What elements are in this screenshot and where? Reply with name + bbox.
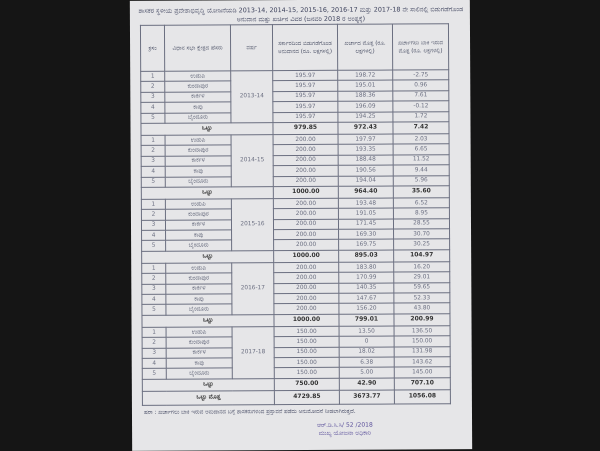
total-balance: 35.60 — [393, 186, 449, 198]
balance-amount: 52.33 — [394, 293, 450, 304]
released-amount: 200.00 — [273, 145, 338, 156]
total-balance: 104.97 — [394, 250, 450, 262]
constituency-name: ಕಾಪು — [165, 166, 231, 177]
balance-amount: 9.44 — [393, 165, 449, 176]
spent-amount: 193.35 — [338, 144, 393, 155]
constituency-name: ಕುಂದಾಪುರ — [165, 209, 231, 220]
balance-amount: -0.12 — [393, 101, 449, 112]
balance-amount: -2.75 — [393, 70, 449, 81]
serial-number: 2 — [142, 337, 166, 348]
year-cell: 2013-14 — [231, 71, 273, 123]
serial-number: 1 — [141, 199, 165, 210]
total-label: ಒಟ್ಟು — [141, 123, 273, 136]
serial-number: 3 — [142, 284, 166, 295]
constituency-name: ಕಾಪು — [165, 102, 231, 113]
balance-amount: 43.80 — [394, 303, 450, 314]
grand-total-balance: 1056.08 — [394, 389, 450, 403]
released-amount: 200.00 — [274, 304, 339, 315]
serial-number: 1 — [141, 135, 165, 146]
total-spent: 895.03 — [339, 250, 394, 262]
released-amount: 150.00 — [274, 368, 339, 379]
spent-amount: 198.72 — [338, 70, 393, 81]
balance-amount: 8.95 — [393, 208, 449, 219]
document-page — [130, 0, 472, 451]
released-amount: 200.00 — [273, 165, 338, 176]
year-cell: 2015-16 — [231, 199, 273, 251]
balance-amount: 150.00 — [394, 336, 450, 347]
spent-amount: 0 — [339, 336, 394, 347]
serial-number: 3 — [141, 92, 165, 103]
released-amount: 200.00 — [273, 176, 338, 187]
spent-amount: 191.05 — [338, 208, 393, 219]
serial-number: 5 — [142, 305, 166, 316]
spent-amount: 13.50 — [339, 326, 394, 337]
serial-number: 4 — [142, 294, 166, 305]
constituency-name: ಕಾರ್ಕಳ — [165, 220, 231, 231]
serial-number: 1 — [142, 327, 166, 338]
balance-amount: 6.52 — [393, 198, 449, 209]
constituency-name: ಉಡುಪಿ — [165, 199, 231, 210]
serial-number: 3 — [141, 220, 165, 231]
spent-amount: 18.02 — [339, 347, 394, 358]
header-serial: ಕ್ರಸಂ — [140, 25, 164, 71]
balance-amount: 6.65 — [393, 144, 449, 155]
constituency-name: ಕುಂದಾಪುರ — [165, 145, 231, 156]
balance-amount: 136.50 — [394, 326, 450, 337]
serial-number: 1 — [142, 263, 166, 274]
stamp-reference: ಆರ್.ಡಿ.ಸಿ.ಸಿ/ 52 /2018 — [317, 421, 373, 429]
spent-amount: 169.30 — [339, 229, 394, 240]
released-amount: 150.00 — [274, 347, 339, 358]
released-amount: 200.00 — [273, 209, 338, 220]
year-cell: 2014-15 — [231, 135, 273, 187]
released-amount: 200.00 — [274, 273, 339, 284]
released-amount: 200.00 — [274, 229, 339, 240]
balance-amount: 143.62 — [394, 357, 450, 368]
spent-amount: 5.00 — [339, 367, 394, 378]
released-amount: 200.00 — [274, 283, 339, 294]
stamp-designation: ಮುಖ್ಯ ಯೋಜನಾ ಅಧಿಕಾರಿ — [318, 429, 372, 437]
document-title: ಶಾಸಕರ ಸ್ಥಳೀಯ ಪ್ರದೇಶಾಭಿವೃದ್ಧಿ ಯೋಜನೆಯಡಿ 2013-14, 2014-15, 2015-16, 2016-17 ಮತ್ತು 2017-18 ನೇ ಸಾಲಿನಲ್ಲಿ ಬಿಡುಗಡೆಗೊಂಡ ಅನುದಾನ ಮತ್ತು ಖರ್ಚಿನ ವಿವರ (ಜನವರಿ 2018 ರ ಅಂತ್ಯಕ್ಕೆ) — [138, 5, 464, 24]
released-amount: 200.00 — [274, 240, 339, 251]
constituency-name: ಬೈಂದೂರು — [165, 176, 231, 187]
serial-number: 4 — [141, 102, 165, 113]
serial-number: 5 — [141, 113, 165, 124]
released-amount: 200.00 — [274, 262, 339, 273]
released-amount: 200.00 — [273, 219, 338, 230]
constituency-name: ಕಾಪು — [166, 358, 232, 369]
constituency-name: ಕುಂದಾಪುರ — [165, 81, 231, 92]
spent-amount: 140.35 — [339, 283, 394, 294]
released-amount: 195.97 — [273, 70, 338, 81]
year-cell: 2016-17 — [232, 263, 274, 315]
total-spent: 964.40 — [338, 186, 393, 198]
grant-expenditure-table — [140, 23, 451, 405]
balance-amount: 59.65 — [394, 282, 450, 293]
total-label: ಒಟ್ಟು — [142, 314, 274, 327]
table-header-row — [140, 24, 448, 72]
constituency-name: ಕುಂದಾಪುರ — [166, 273, 232, 284]
header-balance: ಖರ್ಚಾಗಲು ಬಾಕಿ ಇರುವ ಮೊತ್ತ (ರೂ. ಲಕ್ಷಗಳಲ್ಲಿ) — [392, 24, 448, 70]
header-released: ಸರ್ಕಾರದಿಂದ ಬಿಡುಗಡೆಗೊಂಡ ಅನುದಾನದ (ರೂ. ಲಕ್ಷಗಳಲ್ಲಿ) — [272, 24, 337, 70]
constituency-name: ಉಡುಪಿ — [166, 263, 232, 274]
grand-total-label: ಒಟ್ಟು ಮೊತ್ತ — [142, 390, 274, 405]
total-released: 979.85 — [273, 122, 338, 134]
constituency-name: ಉಡುಪಿ — [165, 135, 231, 146]
spent-amount: 147.67 — [339, 293, 394, 304]
total-spent: 42.90 — [339, 378, 394, 390]
total-label: ಒಟ್ಟು — [141, 187, 273, 200]
total-released: 1000.00 — [273, 186, 338, 198]
spent-amount: 194.25 — [338, 112, 393, 123]
released-amount: 195.97 — [273, 91, 338, 102]
serial-number: 5 — [142, 241, 166, 252]
spent-amount: 197.97 — [338, 134, 393, 145]
balance-amount: 145.00 — [394, 367, 450, 378]
spent-amount: 170.99 — [339, 272, 394, 283]
spent-amount: 195.01 — [338, 80, 393, 91]
spent-amount: 183.80 — [339, 262, 394, 273]
spent-amount: 171.45 — [338, 219, 393, 230]
released-amount: 195.97 — [273, 101, 338, 112]
constituency-name: ಉಡುಪಿ — [166, 327, 232, 338]
spent-amount: 194.04 — [338, 176, 393, 187]
constituency-name: ಕಾರ್ಕಳ — [166, 284, 232, 295]
header-constituency: ವಿಧಾನ ಸಭಾ ಕ್ಷೇತ್ರದ ಹೆಸರು — [164, 25, 230, 71]
grand-total-row — [142, 389, 450, 405]
serial-number: 3 — [141, 156, 165, 167]
spent-amount: 188.36 — [338, 91, 393, 102]
total-label: ಒಟ್ಟು — [142, 378, 274, 391]
released-amount: 195.97 — [273, 112, 338, 123]
constituency-name: ಕಾಪು — [166, 230, 232, 241]
spent-amount: 156.20 — [339, 303, 394, 314]
released-amount: 195.97 — [273, 81, 338, 92]
total-label: ಒಟ್ಟು — [142, 251, 274, 264]
header-spent: ಖರ್ಚಾದ ಮೊತ್ತ (ರೂ. ಲಕ್ಷಗಳಲ್ಲಿ) — [337, 24, 392, 70]
remarks-note: ಷರಾ : ಖರ್ಚಾಗಲು ಬಾಕಿ ಇರುವ ಅನುದಾನದ ಬಗ್ಗೆ ಶಾಸಕರುಗಳಿಂದ ಪ್ರಸ್ತಾವನೆ ಪಡೆದು ಅನುಮೋದನೆ ನೀಡಲಾಗಿರುತ್ತದೆ. — [143, 408, 356, 416]
spent-amount: 6.38 — [339, 357, 394, 368]
serial-number: 2 — [141, 210, 165, 221]
serial-number: 4 — [142, 358, 166, 369]
spent-amount: 169.75 — [339, 239, 394, 250]
released-amount: 150.00 — [274, 326, 339, 337]
total-balance: 200.99 — [394, 314, 450, 326]
serial-number: 5 — [141, 177, 165, 188]
constituency-name: ಕಾರ್ಕಳ — [165, 92, 231, 103]
serial-number: 1 — [141, 71, 165, 82]
serial-number: 3 — [142, 348, 166, 359]
serial-number: 2 — [141, 146, 165, 157]
constituency-name: ಬೈಂದೂರು — [166, 368, 232, 379]
released-amount: 200.00 — [273, 198, 338, 209]
constituency-name: ಕುಂದಾಪುರ — [166, 337, 232, 348]
released-amount: 200.00 — [273, 134, 338, 145]
grand-total-released: 4729.85 — [274, 390, 339, 404]
spent-amount: 190.56 — [338, 165, 393, 176]
constituency-name: ಬೈಂದೂರು — [166, 304, 232, 315]
total-spent: 972.43 — [338, 122, 393, 134]
constituency-name: ಬೈಂದೂರು — [165, 112, 231, 123]
total-released: 1000.00 — [274, 314, 339, 326]
balance-amount: 11.52 — [393, 154, 449, 165]
serial-number: 2 — [142, 273, 166, 284]
serial-number: 2 — [141, 82, 165, 93]
total-released: 750.00 — [274, 378, 339, 390]
constituency-name: ಉಡುಪಿ — [165, 71, 231, 82]
balance-amount: 29.01 — [394, 272, 450, 283]
released-amount: 200.00 — [273, 155, 338, 166]
balance-amount: 2.03 — [393, 134, 449, 145]
serial-number: 4 — [142, 230, 166, 241]
constituency-name: ಬೈಂದೂರು — [166, 240, 232, 251]
balance-amount: 0.96 — [393, 80, 449, 91]
total-balance: 7.42 — [393, 122, 449, 134]
balance-amount: 16.20 — [394, 262, 450, 273]
released-amount: 200.00 — [274, 293, 339, 304]
official-stamp — [317, 422, 373, 438]
balance-amount: 1.72 — [393, 111, 449, 122]
total-released: 1000.00 — [274, 250, 339, 262]
balance-amount: 131.98 — [394, 346, 450, 357]
balance-amount: 30.70 — [394, 229, 450, 240]
constituency-name: ಕಾಪು — [166, 294, 232, 305]
year-cell: 2017-18 — [232, 326, 274, 378]
released-amount: 150.00 — [274, 337, 339, 348]
total-balance: 707.10 — [394, 377, 450, 389]
constituency-name: ಕಾರ್ಕಳ — [165, 156, 231, 167]
total-spent: 799.01 — [339, 314, 394, 326]
grand-total-spent: 3673.77 — [339, 390, 394, 404]
spent-amount: 188.48 — [338, 155, 393, 166]
serial-number: 5 — [142, 369, 166, 380]
constituency-name: ಕಾರ್ಕಳ — [166, 347, 232, 358]
spent-amount: 193.48 — [338, 198, 393, 209]
balance-amount: 7.61 — [393, 91, 449, 102]
released-amount: 150.00 — [274, 357, 339, 368]
balance-amount: 5.96 — [393, 175, 449, 186]
spent-amount: 196.09 — [338, 101, 393, 112]
serial-number: 4 — [141, 166, 165, 177]
header-year: ವರ್ಷ — [230, 25, 272, 71]
balance-amount: 30.25 — [394, 239, 450, 250]
balance-amount: 28.55 — [393, 218, 449, 229]
